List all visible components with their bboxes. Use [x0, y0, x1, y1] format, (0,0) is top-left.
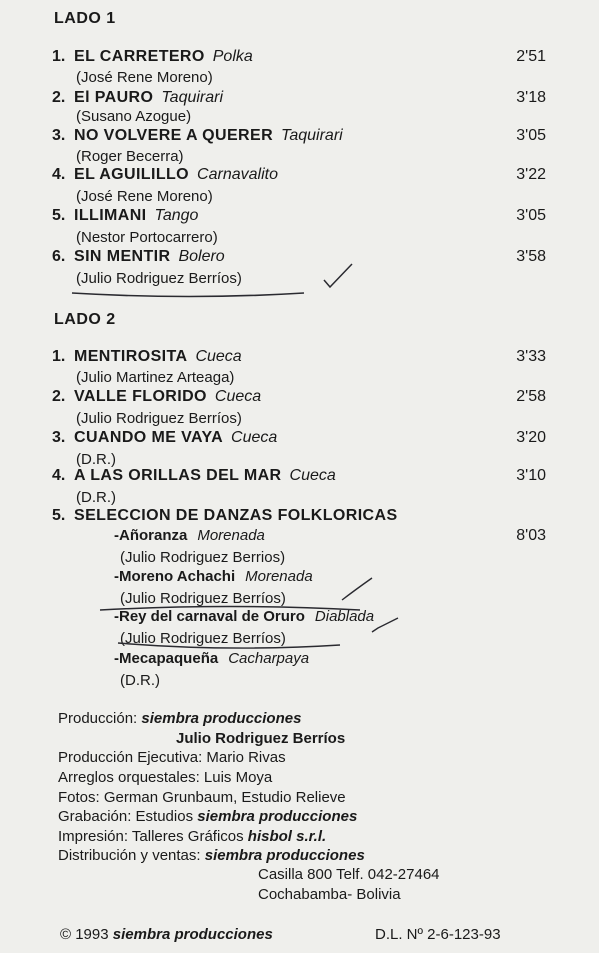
copyright-text: © 1993	[60, 926, 109, 943]
medley-item-composer: (D.R.)	[120, 672, 160, 689]
credit-producer: Julio Rodriguez Berríos	[176, 730, 346, 747]
track-composer: (Roger Becerra)	[76, 148, 184, 165]
medley-item-composer: (Julio Rodriguez Berríos)	[120, 590, 286, 607]
track-genre: Taquirari	[281, 127, 343, 144]
medley-item-genre: Cacharpaya	[228, 650, 310, 667]
track-duration: 3'22	[516, 166, 546, 183]
track-title: VALLE FLORIDO	[74, 388, 207, 405]
track-number: 2.	[52, 89, 66, 106]
track-composer: (Julio Rodriguez Berríos)	[76, 270, 242, 287]
credit-label: Producción:	[58, 710, 138, 727]
track-number: 3.	[52, 127, 66, 144]
track-duration: 2'58	[516, 388, 546, 405]
credit-photos: Fotos: German Grunbaum, Estudio Relieve	[58, 789, 346, 806]
track-number: 1.	[52, 348, 66, 365]
track-number: 2.	[52, 388, 66, 405]
track-duration: 3'58	[516, 248, 546, 265]
credit-label: Distribución y ventas:	[58, 847, 201, 864]
track-number: 5.	[52, 207, 66, 224]
track-composer: (D.R.)	[76, 451, 116, 468]
credit-executive: Producción Ejecutiva: Mario Rivas	[58, 749, 286, 766]
track-duration: 3'20	[516, 429, 546, 446]
track-number: 6.	[52, 248, 66, 265]
track-title: A LAS ORILLAS DEL MAR	[74, 467, 282, 484]
track-number: 5.	[52, 507, 66, 524]
medley-item-title: -Rey del carnaval de Oruro	[114, 608, 305, 625]
track-title: MENTIROSITA	[74, 348, 188, 365]
credit-label: Impresión: Talleres Gráficos	[58, 828, 244, 845]
credit-value: siembra producciones	[141, 710, 302, 727]
medley-item-genre: Morenada	[245, 568, 313, 585]
track-composer: (D.R.)	[76, 489, 116, 506]
side-2-heading: LADO 2	[54, 311, 116, 328]
track-composer: (José Rene Moreno)	[76, 69, 213, 86]
track-genre: Cueca	[231, 429, 278, 446]
credit-value: siembra producciones	[204, 847, 365, 864]
medley-item-composer: (Julio Rodriguez Berrios)	[120, 549, 286, 566]
track-genre: Bolero	[178, 248, 225, 265]
track-duration: 3'05	[516, 207, 546, 224]
medley-item-title: -Añoranza	[114, 527, 188, 544]
track-genre: Carnavalito	[197, 166, 278, 183]
track-number: 3.	[52, 429, 66, 446]
track-title: EL CARRETERO	[74, 48, 205, 65]
track-number: 4.	[52, 166, 66, 183]
credit-address-1: Casilla 800 Telf. 042-27464	[258, 866, 440, 883]
track-genre: Taquirari	[161, 89, 224, 106]
track-title: CUANDO ME VAYA	[74, 429, 224, 446]
track-title: ILLIMANI	[74, 207, 147, 224]
track-duration: 3'10	[516, 467, 546, 484]
credit-arrangements: Arreglos orquestales: Luis Moya	[58, 769, 273, 786]
track-genre: Tango	[154, 207, 199, 224]
medley-item-composer: (Julio Rodriguez Berríos)	[120, 630, 286, 647]
credit-value: siembra producciones	[197, 808, 358, 825]
track-duration: 3'33	[516, 348, 546, 365]
track-title: SELECCION DE DANZAS FOLKLORICAS	[74, 507, 398, 524]
track-genre: Cueca	[195, 348, 242, 365]
medley-item-title: -Moreno Achachi	[114, 568, 236, 585]
track-composer: (Julio Martinez Arteaga)	[76, 369, 235, 386]
track-composer: (Nestor Portocarrero)	[76, 229, 218, 246]
track-composer: (Susano Azogue)	[76, 108, 192, 125]
side-1-heading: LADO 1	[54, 10, 116, 27]
track-composer: (José Rene Moreno)	[76, 188, 213, 205]
track-duration: 3'05	[516, 127, 546, 144]
track-number: 4.	[52, 467, 66, 484]
medley-item-title: -Mecapaqueña	[114, 650, 219, 667]
credit-address-2: Cochabamba- Bolivia	[258, 886, 401, 903]
track-genre: Cueca	[214, 388, 262, 405]
track-genre: Polka	[212, 48, 253, 65]
track-composer: (Julio Rodriguez Berríos)	[76, 410, 242, 427]
track-title: El PAURO	[74, 89, 154, 106]
medley-item-genre: Diablada	[314, 608, 375, 625]
track-duration: 3'18	[516, 89, 546, 106]
track-duration: 8'03	[516, 527, 546, 544]
medley-item-genre: Morenada	[197, 527, 265, 544]
credit-value: hisbol s.r.l.	[247, 828, 327, 845]
track-title: SIN MENTIR	[74, 248, 171, 265]
copyright-label: siembra producciones	[112, 926, 273, 943]
track-number: 1.	[52, 48, 66, 65]
legal-deposit: D.L. Nº 2-6-123-93	[375, 926, 501, 943]
credit-label: Grabación: Estudios	[58, 808, 194, 825]
track-genre: Cueca	[289, 467, 336, 484]
track-title: NO VOLVERE A QUERER	[74, 127, 274, 144]
track-title: EL AGUILILLO	[74, 166, 190, 183]
track-duration: 2'51	[516, 48, 546, 65]
